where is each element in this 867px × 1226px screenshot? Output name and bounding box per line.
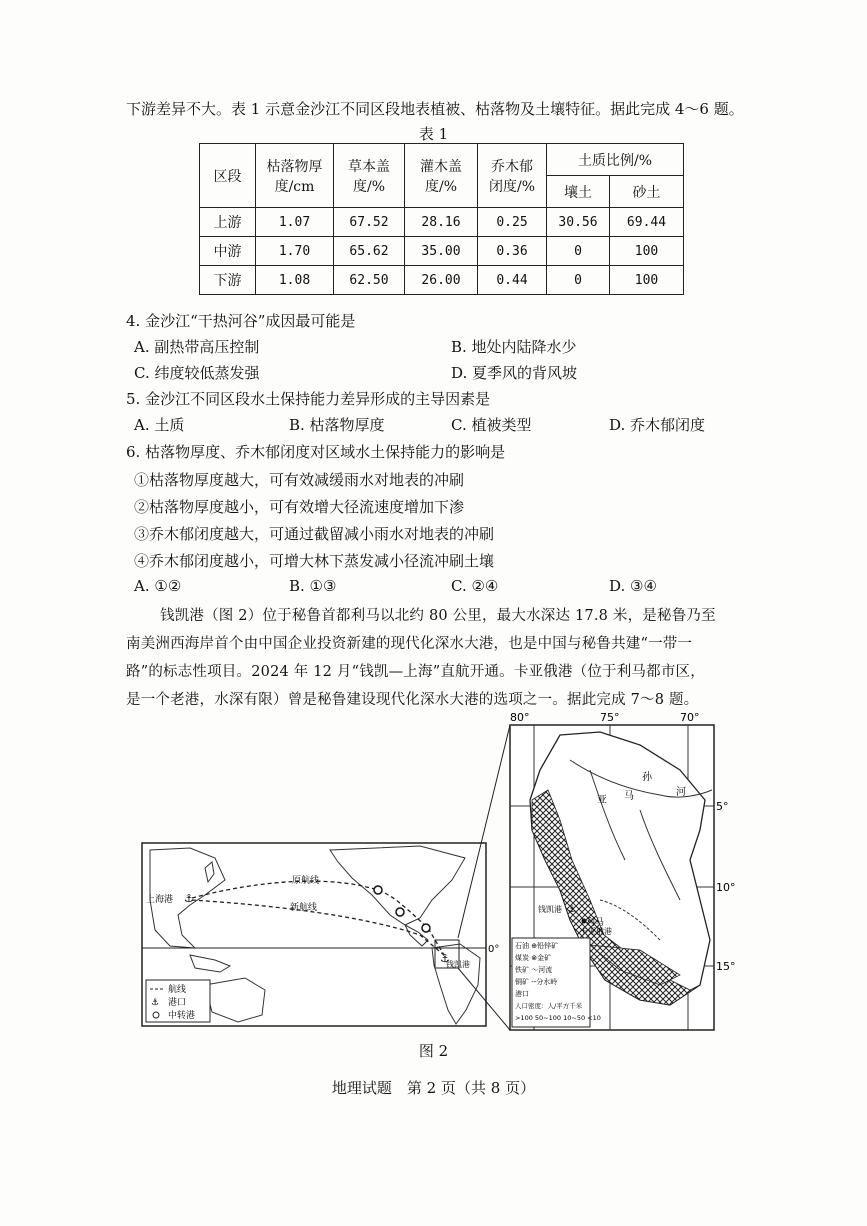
cell-loam: 0 xyxy=(547,266,610,295)
cell-litter: 1.70 xyxy=(256,237,334,266)
cell-herb: 65.62 xyxy=(334,237,405,266)
q6-option-b[interactable]: B. ①③ xyxy=(289,577,337,595)
lon-80-label: 80° xyxy=(510,711,530,724)
table-caption: 表 1 xyxy=(418,125,449,143)
legend-row-4: 铜矿 --分水岭 xyxy=(515,978,558,986)
lima-marker xyxy=(582,919,587,924)
cell-herb: 62.50 xyxy=(334,266,405,295)
question-6-stem: 6. 枯落物厚度、乔木郁闭度对区域水土保持能力的影响是 xyxy=(126,443,506,461)
new-route-label: 新航线 xyxy=(290,903,318,913)
q5-option-c[interactable]: C. 植被类型 xyxy=(451,416,532,434)
q6-option-a[interactable]: A. ①② xyxy=(134,577,182,595)
question-5-stem: 5. 金沙江不同区段水土保持能力差异形成的主导因素是 xyxy=(126,390,491,408)
q6-statement-2: ②枯落物厚度越小，可有效增大径流速度增加下渗 xyxy=(134,498,465,516)
legend-density-classes: >100 50~100 10~50 <10 xyxy=(515,1014,601,1022)
header-section: 区段 xyxy=(200,144,256,208)
passage-line-4: 是一个老港，水深有限）曾是秘鲁建设现代化深水大港的选项之一。据此完成 7～8 题。 xyxy=(126,692,699,708)
peru-anchor-icon: ⚓ xyxy=(568,905,577,915)
cell-shrub: 28.16 xyxy=(405,208,478,237)
anchor-icon: ⚓ xyxy=(440,952,450,965)
cell-loam: 0 xyxy=(547,237,610,266)
legend-anchor-icon: ⚓ xyxy=(151,998,160,1008)
shanghai-port-label: 上海港 xyxy=(146,895,174,905)
legend-row-5: 港口 xyxy=(515,990,529,998)
q4-option-b[interactable]: B. 地处内陆降水少 xyxy=(451,338,577,356)
cell-sand: 100 xyxy=(610,266,684,295)
equator-label: 0° xyxy=(488,944,500,955)
q5-option-b[interactable]: B. 枯落物厚度 xyxy=(289,416,385,434)
header-soil-group: 土质比例/% xyxy=(547,144,684,176)
lima-label: 利马 xyxy=(586,918,605,928)
q4-option-d[interactable]: D. 夏季风的背风坡 xyxy=(451,364,578,382)
cell-section: 中游 xyxy=(200,237,256,266)
q5-option-d[interactable]: D. 乔木郁闭度 xyxy=(609,416,706,434)
lon-70-label: 70° xyxy=(680,711,700,724)
amazon-char-4: 河 xyxy=(676,787,686,798)
peru-qiankai-label: 钱凯港 xyxy=(538,905,562,914)
legend-row-1: 石油 ⊕铅锌矿 xyxy=(515,942,559,950)
header-shrub: 灌木盖 度/% xyxy=(405,144,478,208)
header-loam: 壤土 xyxy=(547,176,610,208)
q4-option-c[interactable]: C. 纬度较低蒸发强 xyxy=(134,364,260,382)
passage-line-2: 南美洲西海岸首个由中国企业投资新建的现代化深水大港，也是中国与秘鲁共建“一带一 xyxy=(126,636,693,652)
legend-port-label: 港口 xyxy=(168,998,187,1008)
cell-sand: 69.44 xyxy=(610,208,684,237)
callao-label: 卡亚俄港 xyxy=(580,927,612,936)
q4-option-a[interactable]: A. 副热带高压控制 xyxy=(134,338,260,356)
cell-shrub: 26.00 xyxy=(405,266,478,295)
q6-statement-3: ③乔木郁闭度越大，可通过截留减小雨水对地表的冲刷 xyxy=(134,525,495,543)
amazon-char-2: 马 xyxy=(624,791,634,802)
cell-loam: 30.56 xyxy=(547,208,610,237)
q6-statement-1: ①枯落物厚度越大，可有效减缓雨水对地表的冲刷 xyxy=(134,471,465,489)
transit-port-icon xyxy=(422,924,430,932)
peru-map xyxy=(510,711,736,1030)
legend-density-title: 人口密度：人/平方千米 xyxy=(515,1002,583,1010)
cell-sand: 100 xyxy=(610,237,684,266)
cell-tree: 0.25 xyxy=(478,208,547,237)
passage-line-1: 钱凯港（图 2）位于秘鲁首都利马以北约 80 公里，最大水深达 17.8 米，是秘鲁乃至 xyxy=(160,608,716,624)
header-sand: 砂土 xyxy=(610,176,684,208)
cell-section: 下游 xyxy=(200,266,256,295)
world-map xyxy=(142,843,499,1026)
transit-port-icon xyxy=(396,908,404,916)
legend-route-label: 航线 xyxy=(168,985,187,995)
legend-transit-icon xyxy=(153,1012,159,1018)
header-litter: 枯落物厚 度/cm xyxy=(256,144,334,208)
legend-transit-label: 中转港 xyxy=(168,1011,196,1021)
q6-statement-4: ④乔木郁闭度越小，可增大林下蒸发减小径流冲刷土壤 xyxy=(134,552,495,570)
lat-15-label: 15° xyxy=(716,960,736,973)
cell-herb: 67.52 xyxy=(334,208,405,237)
header-tree: 乔木郁 闭度/% xyxy=(478,144,547,208)
passage-line-3: 路”的标志性项目。2024 年 12 月“钱凯—上海”直航开通。卡亚俄港（位于利马都市区， xyxy=(126,664,705,680)
cell-litter: 1.08 xyxy=(256,266,334,295)
page-footer: 地理试题 第 2 页（共 8 页） xyxy=(331,1079,536,1097)
q6-option-c[interactable]: C. ②④ xyxy=(451,577,499,595)
old-route-label: 原航线 xyxy=(292,876,320,886)
legend-row-3: 铁矿 ～河流 xyxy=(515,966,553,974)
figure-label: 图 2 xyxy=(418,1042,449,1060)
lat-5-label: 5° xyxy=(716,800,729,813)
anchor-icon: ⚓ xyxy=(184,892,194,905)
cell-litter: 1.07 xyxy=(256,208,334,237)
lat-10-label: 10° xyxy=(716,881,736,894)
intro-line: 下游差异不大。表 1 示意金沙江不同区段地表植被、枯落物及土壤特征。据此完成 4～6 题。 xyxy=(126,100,744,118)
qiankai-port-label: 钱凯港 xyxy=(446,960,470,969)
cell-shrub: 35.00 xyxy=(405,237,478,266)
q6-option-d[interactable]: D. ③④ xyxy=(609,577,657,595)
cell-tree: 0.36 xyxy=(478,237,547,266)
lon-75-label: 75° xyxy=(600,711,620,724)
legend-row-2: 煤炭 ⊗金矿 xyxy=(515,954,552,962)
header-herb: 草本盖 度/% xyxy=(334,144,405,208)
cell-tree: 0.44 xyxy=(478,266,547,295)
amazon-char-1: 亚 xyxy=(597,795,607,806)
q5-option-a[interactable]: A. 土质 xyxy=(134,416,185,434)
amazon-char-3: 孙 xyxy=(642,772,652,783)
transit-port-icon xyxy=(374,886,382,894)
question-4-stem: 4. 金沙江“干热河谷”成因最可能是 xyxy=(126,312,356,330)
cell-section: 上游 xyxy=(200,208,256,237)
